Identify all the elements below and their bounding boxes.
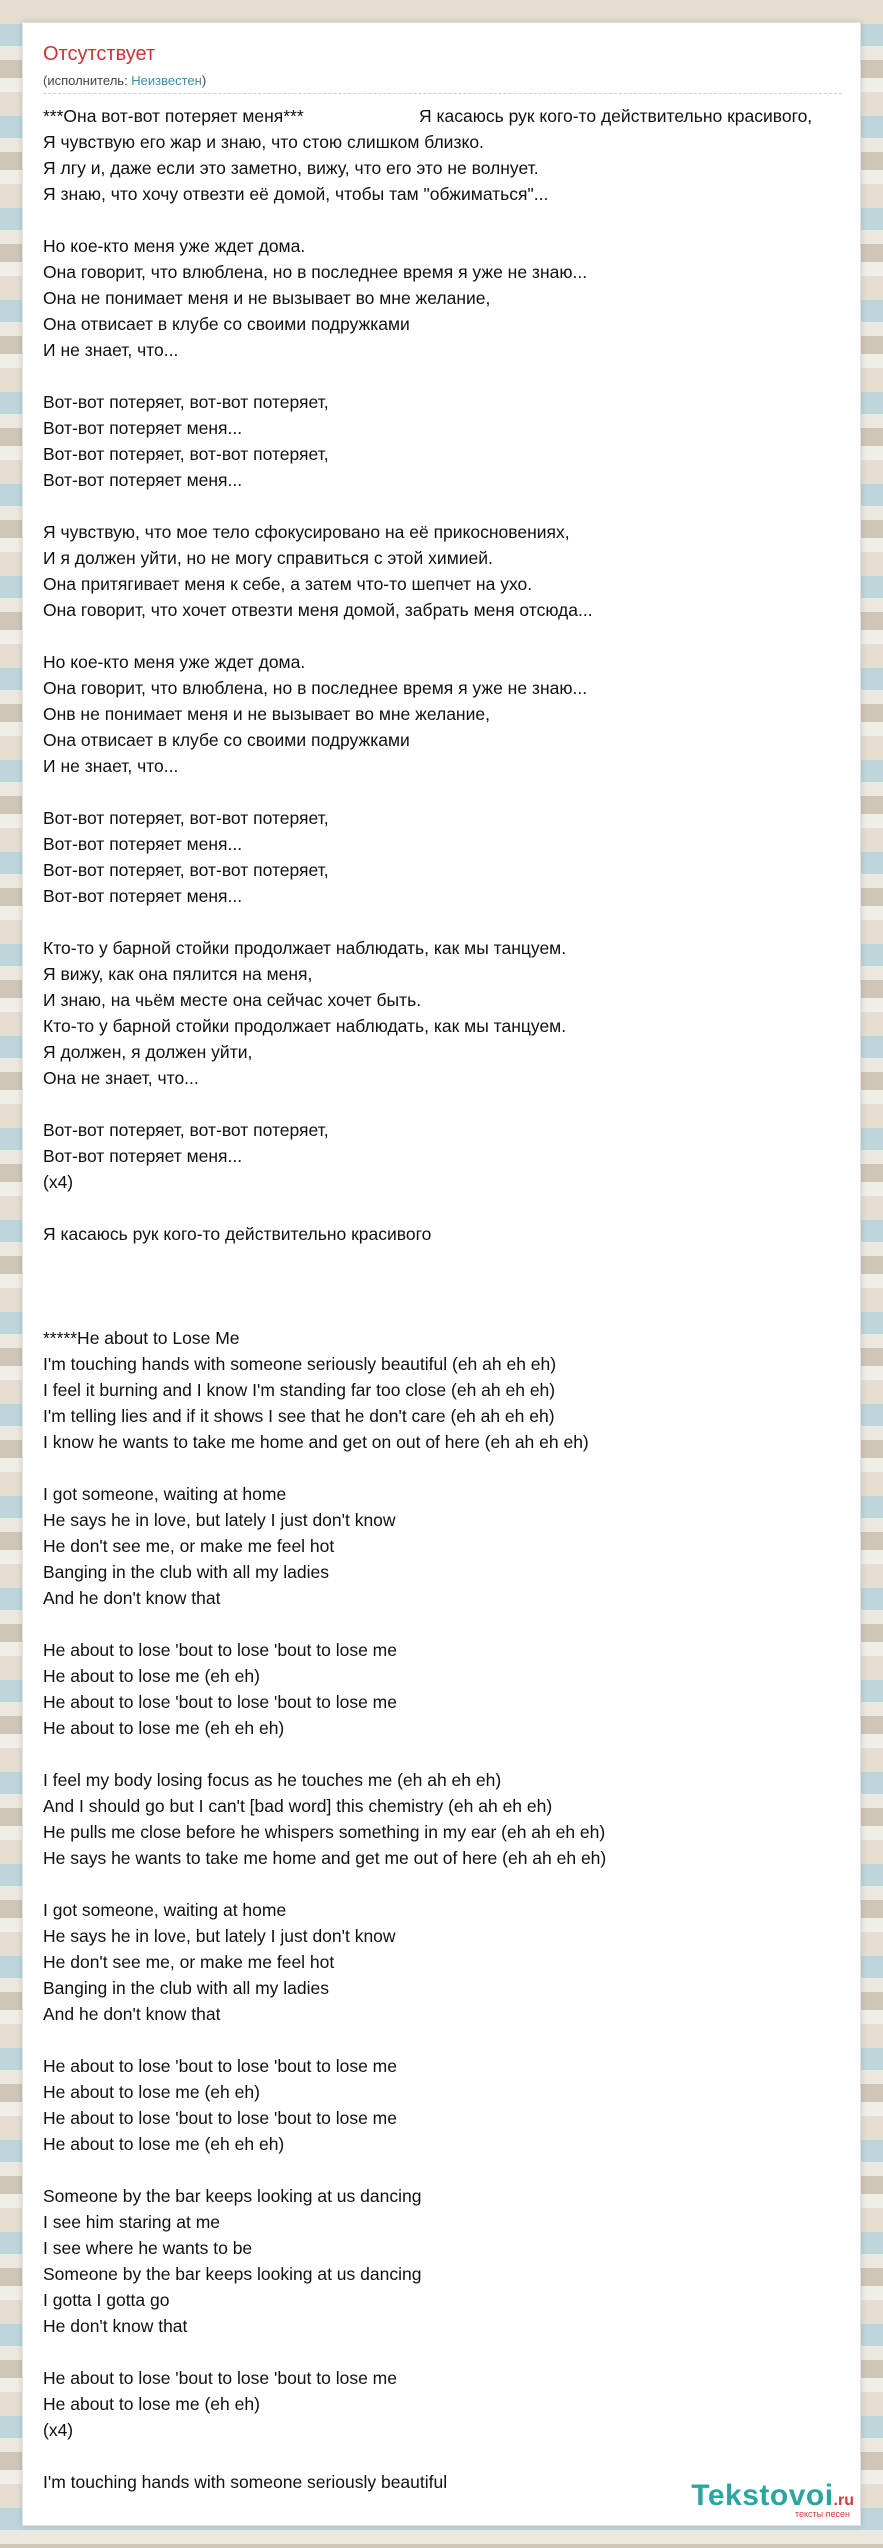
- divider: [43, 93, 842, 94]
- site-logo[interactable]: [691, 2479, 854, 2519]
- performer-prefix: (исполнитель:: [43, 73, 132, 88]
- logo-name: Tekstovoi: [691, 2479, 834, 2512]
- logo-tld: .ru: [833, 2492, 854, 2509]
- performer-suffix: ): [201, 73, 207, 88]
- song-title: Отсутствует: [43, 43, 156, 65]
- logo-wordmark: [691, 2479, 854, 2513]
- performer-line: [43, 73, 206, 88]
- performer-link[interactable]: Неизвестен: [131, 73, 202, 88]
- lyrics-card: [22, 22, 861, 2526]
- aside-text: Я касаюсь рук кого-то действительно красивого,: [419, 106, 813, 126]
- lyrics-text: ***Она вот-вот потеряет меня*** Я чувствую его жар и знаю, что стою слишком близко. Я лгу и, даже если это заметно, вижу, что его это не волнует. Я знаю, что хочу отвезти её домой, чтобы там "обжиматься"... Но кое-кто меня уже ждет дома. Она говорит, что влюблена, но в последнее время я уже не знаю... Она не понимает меня и не вызывает во мне желание, Она отвисает в клубе со своими подружками И не знает, что... Вот-вот потеряет, вот-вот потеряет, Вот-вот потеряет меня... Вот-вот потеряет, вот-вот потеряет, Вот-вот потеряет меня... Я чувствую, что мое тело сфокусировано на её прикосновениях, И я должен уйти, но не могу справиться с этой химией. Она притягивает меня к себе, а затем что-то шепчет на ухо. Она говорит, что хочет отвезти меня домой, забрать меня отсюда... Но кое-кто меня уже ждет дома. Она говорит, что влюблена, но в последнее время я уже не знаю... Онв не понимает меня и не вызывает во мне желание, Она отвисает в клубе со своими подружками И не знает, что... Вот-вот потеряет, вот-вот потеряет, Вот-вот потеряет меня... Вот-вот потеряет, вот-вот потеряет, Вот-вот потеряет меня... Кто-то у барной стойки продолжает наблюдать, как мы танцуем. Я вижу, как она пялится на меня, И знаю, на чьём месте она сейчас хочет быть. Кто-то у барной стойки продолжает наблюдать, как мы танцуем. Я должен, я должен уйти, Она не знает, что... Вот-вот потеряет, вот-вот потеряет, Вот-вот потеряет меня... (x4) Я касаюсь рук кого-то действительно красивого *****He about to Lose Me I'm touching hands with someone seriously beautiful (eh ah eh eh) I feel it burning and I know I'm standing far too close (eh ah eh eh) I'm telling lies and if it shows I see that he don't care (eh ah eh eh) I know he wants to take me home and get on out of here (eh ah eh eh) I got someone, waiting at home He says he in love, but lately I just don't know He don't see me, or make me feel hot Banging in the club with all my ladies And he don't know that He about to lose 'bout to lose 'bout to lose me He about to lose me (eh eh) He about to lose 'bout to lose 'bout to lose me He about to lose me (eh eh eh) I feel my body losing focus as he touches me (eh ah eh eh) And I should go but I can't [bad word] this chemistry (eh ah eh eh) He pulls me close before he whispers something in my ear (eh ah eh eh) He says he wants to take me home and get me out of here (eh ah eh eh) I got someone, waiting at home He says he in love, but lately I just don't know He don't see me, or make me feel hot Banging in the club with all my ladies And he don't know that He about to lose 'bout to lose 'bout to lose me He about to lose me (eh eh) He about to lose 'bout to lose 'bout to lose me He about to lose me (eh eh eh) Someone by the bar keeps looking at us dancing I see him staring at me I see where he wants to be Someone by the bar keeps looking at us dancing I gotta I gotta go He don't know that He about to lose 'bout to lose 'bout to lose me He about to lose me (eh eh) (x4) I'm touching hands with someone seriously beautiful: [43, 106, 607, 2492]
- logo-tagline: тексты песен: [794, 2509, 850, 2519]
